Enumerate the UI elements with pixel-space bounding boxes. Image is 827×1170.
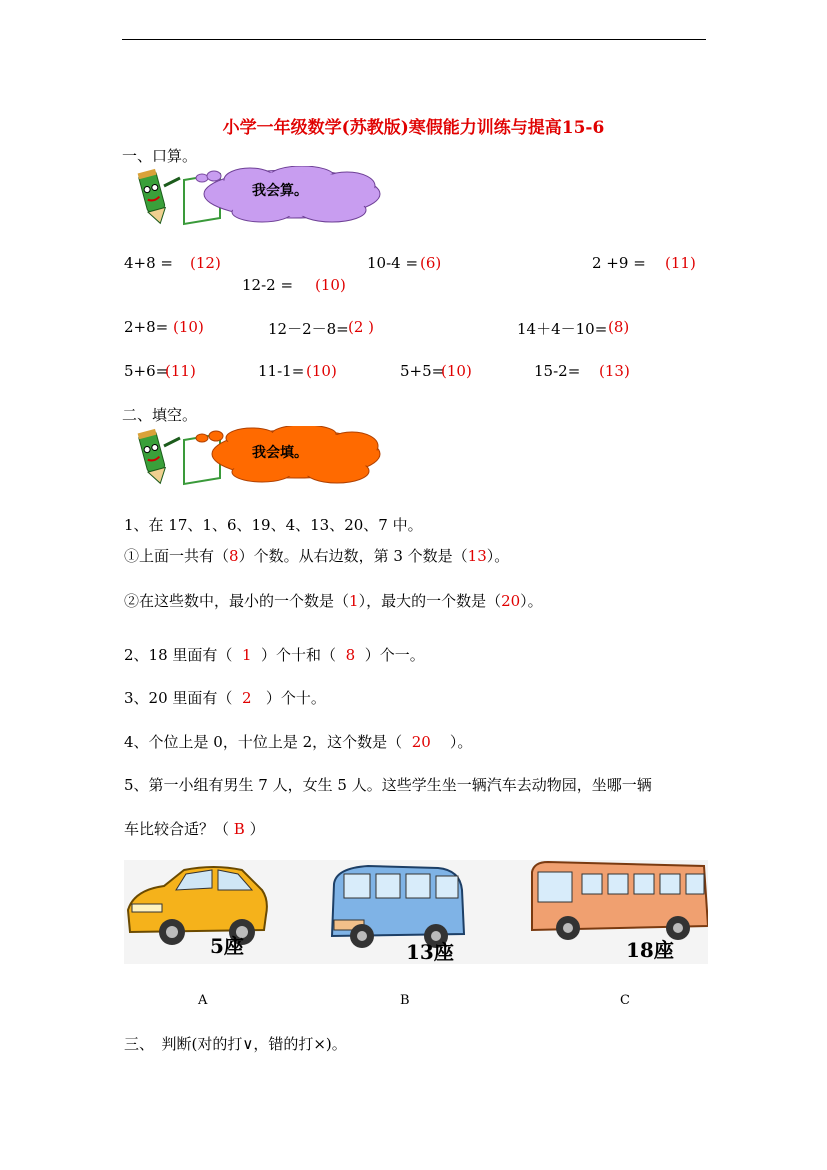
calc-a-4: (10) — [315, 276, 346, 294]
q4-answer: 20 — [411, 733, 431, 751]
calc-q-9: 11-1= — [258, 362, 305, 380]
q5-answer: B — [233, 820, 245, 838]
calc-q-10: 5+5= — [400, 362, 445, 380]
q2-answer1: 1 — [241, 646, 252, 664]
q3-answer: 2 — [241, 689, 252, 707]
calc-a-7: (8) — [608, 318, 630, 336]
calc-q-8: 5+6= — [124, 362, 169, 380]
bus-seats-label: 18座 — [626, 938, 674, 962]
calc-q-4: 12-2 = — [242, 276, 294, 294]
q1-sub1-answer1: 8 — [229, 547, 239, 565]
calc-a-10: (10) — [441, 362, 472, 380]
q1-sub2-answer1: 1 — [349, 592, 359, 610]
calc-q-2: 10-4 = — [367, 254, 419, 272]
option-b: B — [400, 993, 410, 1008]
calc-a-3: (11) — [665, 254, 696, 272]
calc-a-9: (10) — [306, 362, 337, 380]
section3-heading: 三、 判断(对的打∨，错的打×)。 — [124, 1035, 347, 1053]
vehicles-picture — [124, 860, 708, 964]
section2-heading: 二、填空。 — [122, 406, 198, 424]
q1-sub2-answer2: 20 — [501, 592, 521, 610]
calc-a-6: (2 ) — [348, 318, 375, 336]
calc-q-6: 12－2－8= — [268, 320, 349, 338]
calc-a-2: (6) — [420, 254, 442, 272]
q1-sub2: ②在这些数中，最小的一个数是（1），最大的一个数是（20）。 — [124, 592, 543, 610]
q3: 3、20 里面有（ 2 ）个十。 — [124, 689, 326, 707]
calc-a-11: (13) — [599, 362, 630, 380]
minibus-seats-label: 13座 — [406, 940, 454, 964]
q2: 2、18 里面有（ 1 ）个十和（ 8 ）个一。 — [124, 646, 425, 664]
calc-q-3: 2 +9 = — [592, 254, 646, 272]
calc-q-1: 4+8 = — [124, 254, 173, 272]
q1-sub1-answer2: 13 — [467, 547, 487, 565]
car-seats-label: 5座 — [210, 934, 244, 958]
q1-text: 1、在 17、1、6、19、4、13、20、7 中。 — [124, 516, 423, 534]
calc-a-5: (10) — [173, 318, 204, 336]
header-rule — [122, 39, 706, 40]
page-title: 小学一年级数学(苏教版)寒假能力训练与提高15-6 — [222, 118, 605, 138]
calc-q-7: 14＋4－10= — [517, 320, 608, 338]
section1-heading: 一、口算。 — [122, 147, 198, 165]
car-icon — [128, 867, 267, 945]
q5-line2: 车比较合适？（ B ） — [124, 820, 265, 838]
bus-icon — [532, 862, 708, 940]
q5-line1: 5、第一小组有男生 7 人，女生 5 人。这些学生坐一辆汽车去动物园，坐哪一辆 — [124, 776, 652, 794]
q2-answer2: 8 — [345, 646, 356, 664]
calc-bubble-text: 我会算。 — [252, 183, 308, 199]
fill-bubble-text: 我会填。 — [252, 445, 308, 461]
q4: 4、个位上是 0，十位上是 2，这个数是（ 20 ）。 — [124, 733, 473, 751]
calc-a-8: (11) — [165, 362, 196, 380]
calc-a-1: (12) — [190, 254, 221, 272]
option-a: A — [198, 993, 208, 1008]
calc-q-5: 2+8= — [124, 318, 169, 336]
option-c: C — [620, 993, 630, 1008]
q1-sub1: ①上面一共有（8）个数。从右边数，第 3 个数是（13）。 — [124, 547, 510, 565]
calc-q-11: 15-2= — [534, 362, 581, 380]
